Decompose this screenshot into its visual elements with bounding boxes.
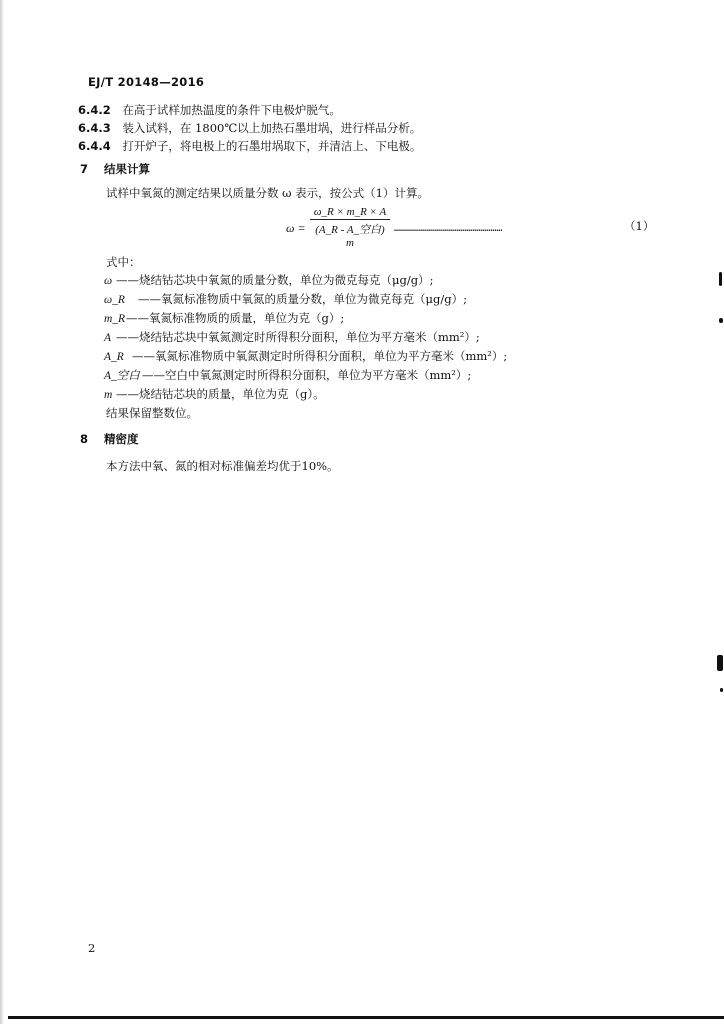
section-7-heading bbox=[80, 162, 150, 177]
definition-row bbox=[104, 311, 344, 327]
definition-symbol: A_空白 bbox=[104, 370, 140, 382]
section-number: 7 bbox=[80, 162, 89, 176]
definition-row bbox=[104, 292, 467, 308]
definition-text: ——氧氮标准物质的质量，单位为克（g）; bbox=[126, 311, 345, 325]
definition-text: ——烧结钴芯块的质量，单位为克（g）。 bbox=[116, 387, 325, 401]
formula-leader-dots: ……………………………………………… bbox=[394, 223, 503, 234]
definition-symbol: ω_R bbox=[104, 294, 125, 306]
definition-text: ——氧氮标准物质中氧氮的质量分数，单位为微克每克（μg/g）; bbox=[138, 292, 467, 306]
formula-equation-number: （1） bbox=[624, 219, 655, 233]
section-8-text: 本方法中氧、氮的相对标准偏差均优于10%。 bbox=[106, 459, 339, 473]
definition-text: ——氧氮标准物质中氧氮测定时所得积分面积，单位为平方毫米（mm²）; bbox=[132, 349, 508, 363]
definition-row bbox=[104, 273, 433, 289]
scan-artifact bbox=[717, 655, 723, 671]
step-6-4-2 bbox=[78, 103, 341, 118]
fraction-bar bbox=[310, 219, 390, 220]
definition-symbol: A_R bbox=[104, 351, 124, 363]
definition-text: ——空白中氧氮测定时所得积分面积，单位为平方毫米（mm²）; bbox=[142, 368, 472, 382]
step-text: 在高于试样加热温度的条件下电极炉脱气。 bbox=[122, 103, 341, 117]
scan-left-edge bbox=[0, 0, 4, 1024]
formula-numerator: ω_R × m_R × A bbox=[313, 206, 387, 218]
step-number: 6.4.2 bbox=[78, 103, 111, 117]
section-7-intro: 试样中氧氮的测定结果以质量分数 ω 表示，按公式（1）计算。 bbox=[106, 186, 430, 200]
result-note: 结果保留整数位。 bbox=[106, 406, 198, 420]
section-8-heading bbox=[80, 432, 139, 447]
definition-symbol: m bbox=[104, 389, 113, 401]
scan-artifact bbox=[720, 688, 723, 692]
definition-symbol: m_R bbox=[104, 313, 126, 325]
section-title: 精密度 bbox=[104, 432, 139, 446]
step-number: 6.4.3 bbox=[78, 121, 111, 135]
definition-row bbox=[104, 387, 325, 403]
document-id-header: EJ/T 20148—2016 bbox=[88, 75, 205, 89]
bottom-scan-border bbox=[8, 1016, 724, 1019]
definition-symbol: A bbox=[104, 332, 112, 344]
definition-row bbox=[104, 349, 507, 365]
page-number: 2 bbox=[88, 941, 96, 955]
formula-denominator: (A_R - A_空白) m bbox=[315, 224, 385, 249]
step-text: 打开炉子，将电极上的石墨坩埚取下，并清洁上、下电极。 bbox=[122, 139, 422, 153]
scan-artifact bbox=[719, 318, 723, 323]
definition-text: ——烧结钴芯块中氧氮测定时所得积分面积，单位为平方毫米（mm²）; bbox=[116, 330, 480, 344]
formula-fraction bbox=[310, 206, 390, 249]
section-title: 结果计算 bbox=[104, 162, 151, 176]
section-number: 8 bbox=[80, 432, 89, 446]
definition-text: ——烧结钴芯块中氧氮的质量分数，单位为微克每克（μg/g）; bbox=[116, 273, 434, 287]
step-number: 6.4.4 bbox=[78, 139, 111, 153]
where-label: 式中： bbox=[106, 255, 141, 269]
step-6-4-3 bbox=[78, 121, 421, 136]
definition-row bbox=[104, 330, 480, 346]
definition-symbol: ω bbox=[104, 275, 113, 287]
step-6-4-4 bbox=[78, 139, 421, 154]
scan-artifact bbox=[719, 272, 722, 286]
step-text: 装入试料，在 1800℃以上加热石墨坩埚，进行样品分析。 bbox=[122, 121, 422, 135]
definition-row bbox=[104, 368, 471, 384]
formula-lhs: ω = bbox=[286, 221, 306, 235]
